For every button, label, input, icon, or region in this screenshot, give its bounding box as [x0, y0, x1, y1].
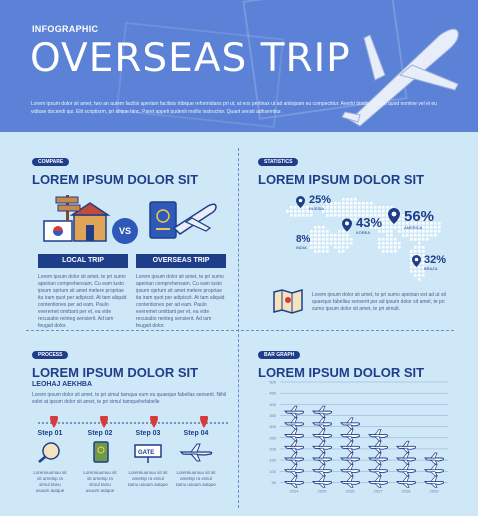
- map-dot: [346, 202, 349, 205]
- map-dot: [414, 234, 417, 237]
- map-dot: [414, 274, 417, 277]
- map-dot: [414, 238, 417, 241]
- map-dot: [298, 210, 301, 213]
- process-panel: [32, 343, 232, 380]
- map-dot: [386, 246, 389, 249]
- map-dot: [350, 206, 353, 209]
- map-dot: [358, 210, 361, 213]
- map-dot: [410, 238, 413, 241]
- compare-title: LOREM IPSUM DOLOR SIT: [32, 172, 199, 187]
- map-dot: [382, 210, 385, 213]
- map-dot: [390, 246, 393, 249]
- map-dot: [414, 246, 417, 249]
- hero-title: OVERSEAS TRIP: [30, 36, 351, 81]
- map-dot: [330, 238, 333, 241]
- map-dot: [418, 234, 421, 237]
- map-dot: [366, 202, 369, 205]
- map-dot: [382, 250, 385, 253]
- stat-korea: 43% KOREA: [356, 215, 383, 235]
- map-dot: [362, 210, 365, 213]
- map-dot: [394, 226, 397, 229]
- map-dot: [362, 206, 365, 209]
- map-dot: [318, 250, 321, 253]
- map-dot: [382, 218, 385, 221]
- plane-bar-unit: [341, 465, 360, 476]
- map-dot: [386, 226, 389, 229]
- map-dot: [410, 234, 413, 237]
- map-dot: [322, 234, 325, 237]
- map-dot: [290, 214, 293, 217]
- map-dot: [434, 222, 437, 225]
- local-trip-icon: [38, 193, 110, 243]
- plane-bar-unit: [313, 453, 332, 464]
- plane-bar-unit: [369, 453, 388, 464]
- map-dot: [334, 210, 337, 213]
- horizontal-divider: [26, 330, 454, 331]
- plane-bar-unit: [285, 441, 304, 452]
- map-dot: [354, 210, 357, 213]
- y-tick-label: 400: [269, 401, 276, 407]
- local-trip-text: Lorem ipsum dolor sit amet, te pri sumo apeirian comprehensam. Cu eam iusto ipsum oprtum sit amet metere propriae ita iram quot per adipiscit. At tam aliquid contentiones per ad eam. Paulo everemet omittant per et, ea vide recusabo reinteg sensierit. Ad iam feugait dolor.: [38, 274, 127, 329]
- map-dot: [346, 246, 349, 249]
- map-dot: [382, 238, 385, 241]
- plane-bar-unit: [341, 418, 360, 429]
- map-dot: [422, 250, 425, 253]
- map-dot: [422, 238, 425, 241]
- map-dot: [350, 238, 353, 241]
- map-dot: [382, 246, 385, 249]
- process-timeline: [32, 416, 232, 430]
- map-dot: [382, 230, 385, 233]
- map-dot: [342, 238, 345, 241]
- y-tick-label: 350: [269, 412, 276, 418]
- plane-bar-unit: [369, 441, 388, 452]
- plane-bar-unit: [397, 441, 416, 452]
- map-dot: [290, 206, 293, 209]
- map-dot: [414, 250, 417, 253]
- map-dot: [350, 202, 353, 205]
- map-dot: [438, 226, 441, 229]
- map-dot: [390, 250, 393, 253]
- map-dot: [354, 198, 357, 201]
- map-dot: [378, 242, 381, 245]
- airplane-icon: [179, 441, 213, 463]
- map-dot: [318, 242, 321, 245]
- map-dot: [322, 242, 325, 245]
- overseas-trip-text: Lorem ipsum dolor sit amet, te pri sumo apeirian comprehensam. Cu eam iusto ipsum oprtum sit amet metere propriae ita iram quot per adipiscit. At tam aliquid contentiones per ad eam. Paulo everemet omittant per et, ea vide recusabo reinteg sensierit. Ad iam feugait dolor.: [136, 274, 225, 329]
- map-dot: [318, 246, 321, 249]
- map-dot: [334, 246, 337, 249]
- map-dot: [314, 250, 317, 253]
- map-dot: [334, 206, 337, 209]
- map-dot: [378, 206, 381, 209]
- svg-text:GATE: GATE: [138, 450, 155, 456]
- map-dot: [334, 202, 337, 205]
- map-dot: [418, 278, 421, 281]
- map-dot: [386, 250, 389, 253]
- search-globe-icon: [37, 441, 63, 463]
- map-dot: [326, 214, 329, 217]
- map-dot: [330, 242, 333, 245]
- map-dot: [414, 270, 417, 273]
- map-dot: [390, 234, 393, 237]
- map-dot: [366, 206, 369, 209]
- pin-icon: [342, 218, 352, 232]
- map-dot: [334, 238, 337, 241]
- map-dot: [346, 242, 349, 245]
- map-dot: [426, 230, 429, 233]
- map-dot: [346, 238, 349, 241]
- step-01: Step 01 Loremiuumuu sit sit ametsp ra simul tamu usuum autque: [33, 430, 67, 493]
- stat-brazil: 32% BRAZIL: [424, 254, 447, 271]
- map-dot: [378, 246, 381, 249]
- statistics-text: Lorem ipsum dolor sit amet, te pri sumo apeirian est ad ut sit quaequo fabellas senserit per ad ipsum dolor sit amet, te pri sumo ipsum dolor sit amet, te pri simult.: [312, 292, 446, 312]
- map-dot: [430, 230, 433, 233]
- y-tick-label: 50: [271, 479, 276, 485]
- map-dot: [338, 206, 341, 209]
- map-dot: [398, 246, 401, 249]
- map-dot: [338, 250, 341, 253]
- map-dot: [326, 250, 329, 253]
- map-dot: [434, 234, 437, 237]
- map-dot: [326, 246, 329, 249]
- map-dot: [406, 230, 409, 233]
- map-dot: [294, 214, 297, 217]
- map-dot: [334, 242, 337, 245]
- plane-bar-unit: [285, 418, 304, 429]
- map-dot: [438, 230, 441, 233]
- passport-icon: [87, 441, 113, 463]
- map-dot: [390, 242, 393, 245]
- map-dot: [330, 234, 333, 237]
- map-dot: [338, 230, 341, 233]
- map-dot: [330, 214, 333, 217]
- vs-badge: VS: [112, 218, 138, 244]
- map-dot: [310, 230, 313, 233]
- hero-banner: [0, 0, 478, 132]
- map-dot: [342, 206, 345, 209]
- map-dot: [310, 214, 313, 217]
- overseas-trip-label: OVERSEAS TRIP: [136, 254, 226, 268]
- map-dot: [326, 242, 329, 245]
- map-dot: [314, 234, 317, 237]
- map-dot: [342, 214, 345, 217]
- y-tick-label: 250: [269, 435, 276, 441]
- map-dot: [350, 198, 353, 201]
- map-dot: [338, 234, 341, 237]
- map-dot: [418, 274, 421, 277]
- map-dot: [438, 222, 441, 225]
- map-dot: [298, 214, 301, 217]
- map-dot: [346, 206, 349, 209]
- map-dot: [386, 230, 389, 233]
- map-dot: [302, 210, 305, 213]
- map-dot: [422, 230, 425, 233]
- map-dot: [314, 226, 317, 229]
- map-document-icon: [272, 288, 304, 314]
- map-dot: [314, 238, 317, 241]
- map-dot: [342, 246, 345, 249]
- map-dot: [314, 242, 317, 245]
- map-dot: [430, 234, 433, 237]
- plane-bar-unit: [313, 476, 332, 487]
- map-dot: [338, 246, 341, 249]
- map-dot: [362, 202, 365, 205]
- map-dot: [290, 210, 293, 213]
- y-tick-label: 100: [269, 468, 276, 474]
- map-dot: [358, 202, 361, 205]
- plane-bar-unit: [425, 476, 444, 487]
- bar-chart: [254, 376, 454, 502]
- map-dot: [426, 234, 429, 237]
- plane-bar-unit: [425, 453, 444, 464]
- map-dot: [342, 234, 345, 237]
- map-dot: [354, 202, 357, 205]
- map-dot: [318, 238, 321, 241]
- vertical-divider: [238, 148, 239, 508]
- map-dot: [314, 230, 317, 233]
- process-text: Lorem ipsum dolor sit amet, te pri simul tamqua eum eu quaeque fabellas senserit. Nihil solet at ipsum dolor sit amet, te pri simul tamquehefabelle: [32, 392, 227, 405]
- map-dot: [418, 230, 421, 233]
- hero-description: Lorem ipsum dolor sit amet, two an autem facilisi aperiam facilisis rtibique reformidans pri ut, at eos pertinax ut ad antiopam eu compectitur. Avertri tionibus at vis quod nomine vel ei eu vidisse docendi qui. Elit scriptisrm, pri alique hinc. Paret appeti pudenti mollis instructior. Quaot sensit adhsemtiur.: [31, 101, 437, 115]
- plane-bar-unit: [285, 476, 304, 487]
- map-dot: [338, 202, 341, 205]
- x-tick-label: 2029: [429, 488, 439, 494]
- map-dot: [370, 202, 373, 205]
- map-dot: [342, 250, 345, 253]
- map-dot: [382, 214, 385, 217]
- map-dot: [422, 246, 425, 249]
- map-dot: [334, 214, 337, 217]
- map-dot: [338, 242, 341, 245]
- plane-bar-unit: [313, 430, 332, 441]
- map-dot: [398, 242, 401, 245]
- process-tag: PROCESS: [32, 351, 68, 359]
- map-dot: [414, 230, 417, 233]
- compare-panel: [32, 150, 232, 187]
- map-dot: [346, 234, 349, 237]
- map-dot: [342, 242, 345, 245]
- map-dot: [410, 270, 413, 273]
- map-dot: [338, 210, 341, 213]
- map-dot: [334, 234, 337, 237]
- map-dot: [322, 250, 325, 253]
- map-dot: [394, 242, 397, 245]
- map-dot: [382, 206, 385, 209]
- map-dot: [346, 214, 349, 217]
- map-dot: [326, 238, 329, 241]
- bargraph-tag: BAR GRAPH: [258, 351, 300, 359]
- map-dot: [346, 198, 349, 201]
- y-tick-label: 300: [269, 424, 276, 430]
- map-dot: [382, 226, 385, 229]
- map-dot: [314, 246, 317, 249]
- map-dot: [306, 214, 309, 217]
- map-dot: [318, 230, 321, 233]
- plane-bar-unit: [425, 465, 444, 476]
- map-dot: [326, 234, 329, 237]
- plane-bar-unit: [313, 418, 332, 429]
- map-dot: [426, 238, 429, 241]
- map-dot: [410, 250, 413, 253]
- map-dot: [390, 230, 393, 233]
- map-dot: [378, 238, 381, 241]
- x-tick-label: 2027: [373, 488, 383, 494]
- map-dot: [418, 270, 421, 273]
- step-03: Step 03 GATE Loremiuumuu sit sit ametsp ra simul tamu usuum autque: [128, 430, 168, 487]
- compare-tag: COMPARE: [32, 158, 69, 166]
- gate-sign-icon: [133, 441, 163, 463]
- map-dot: [394, 250, 397, 253]
- stat-russia: 25% RUSSIA: [309, 194, 332, 211]
- map-dot: [342, 202, 345, 205]
- map-dot: [366, 210, 369, 213]
- map-dot: [322, 246, 325, 249]
- map-dot: [350, 210, 353, 213]
- map-dot: [386, 234, 389, 237]
- process-title: LOREM IPSUM DOLOR SIT: [32, 365, 199, 380]
- plane-bar-unit: [341, 476, 360, 487]
- stat-america: 56% AMERICA: [404, 208, 435, 230]
- map-dot: [382, 222, 385, 225]
- y-tick-label: 200: [269, 446, 276, 452]
- y-tick-label: 450: [269, 390, 276, 396]
- map-dot: [326, 230, 329, 233]
- pin-icon: [296, 196, 305, 208]
- map-dot: [350, 214, 353, 217]
- map-dot: [418, 246, 421, 249]
- map-dot: [322, 226, 325, 229]
- statistics-panel: [258, 150, 458, 187]
- map-dot: [402, 234, 405, 237]
- plane-bar-unit: [397, 476, 416, 487]
- map-dot: [350, 242, 353, 245]
- map-dot: [390, 238, 393, 241]
- process-heading: LEOHAJ AEKHBA: [32, 381, 93, 388]
- map-dot: [382, 242, 385, 245]
- bargraph-panel: [258, 343, 458, 380]
- statistics-tag: STATISTICS: [258, 158, 298, 166]
- map-dot: [370, 210, 373, 213]
- hero-subtitle: INFOGRAPHIC: [32, 24, 99, 34]
- x-tick-label: 2028: [401, 488, 411, 494]
- plane-bar-unit: [285, 465, 304, 476]
- map-dot: [338, 238, 341, 241]
- map-dot: [402, 230, 405, 233]
- map-dot: [386, 242, 389, 245]
- x-tick-label: 2025: [317, 488, 327, 494]
- map-dot: [410, 230, 413, 233]
- plane-bar-unit: [369, 476, 388, 487]
- step-02: Step 02 Loremiuumuu sit sit ametsp ra simul tamu usuum autque: [83, 430, 117, 493]
- plane-bar-unit: [341, 430, 360, 441]
- map-dot: [322, 238, 325, 241]
- map-dot: [374, 206, 377, 209]
- y-tick-label: 500: [269, 379, 276, 385]
- map-dot: [286, 210, 289, 213]
- x-tick-label: 2026: [345, 488, 355, 494]
- y-tick-label: 150: [269, 457, 276, 463]
- local-trip-label: LOCAL TRIP: [38, 254, 128, 268]
- plane-bar-unit: [285, 453, 304, 464]
- map-dot: [346, 210, 349, 213]
- map-dot: [418, 250, 421, 253]
- map-dot: [358, 206, 361, 209]
- map-dot: [398, 230, 401, 233]
- map-dot: [354, 206, 357, 209]
- map-dot: [386, 238, 389, 241]
- map-dot: [370, 206, 373, 209]
- x-tick-label: 2024: [289, 488, 299, 494]
- step-04: Step 04 Loremiuumuu sit sit ametsp ra simul tamu usuum autque: [176, 430, 216, 487]
- overseas-trip-icon: [146, 198, 220, 242]
- plane-bar-unit: [313, 465, 332, 476]
- plane-bar-unit: [285, 430, 304, 441]
- stat-india: 8% INDIA: [296, 234, 311, 250]
- map-dot: [318, 226, 321, 229]
- plane-bar-unit: [369, 430, 388, 441]
- map-dot: [342, 210, 345, 213]
- plane-bar-unit: [369, 465, 388, 476]
- map-dot: [342, 198, 345, 201]
- map-dot: [434, 230, 437, 233]
- map-dot: [322, 230, 325, 233]
- map-dot: [422, 234, 425, 237]
- plane-bar-unit: [397, 465, 416, 476]
- map-dot: [394, 246, 397, 249]
- map-dot: [422, 274, 425, 277]
- map-dot: [374, 210, 377, 213]
- map-dot: [406, 234, 409, 237]
- map-dot: [418, 238, 421, 241]
- map-dot: [434, 226, 437, 229]
- pin-icon: [388, 208, 400, 224]
- bargraph-title: LOREM IPSUM DOLOR SIT: [258, 365, 425, 380]
- map-dot: [294, 210, 297, 213]
- map-dot: [394, 238, 397, 241]
- map-dot: [378, 210, 381, 213]
- plane-bar-unit: [397, 453, 416, 464]
- map-dot: [318, 234, 321, 237]
- map-dot: [338, 214, 341, 217]
- map-dot: [398, 226, 401, 229]
- plane-bar-unit: [341, 441, 360, 452]
- plane-bar-unit: [313, 441, 332, 452]
- map-dot: [390, 226, 393, 229]
- statistics-title: LOREM IPSUM DOLOR SIT: [258, 172, 425, 187]
- pin-icon: [412, 255, 421, 267]
- map-dot: [302, 214, 305, 217]
- map-dot: [418, 242, 421, 245]
- plane-bar-unit: [341, 453, 360, 464]
